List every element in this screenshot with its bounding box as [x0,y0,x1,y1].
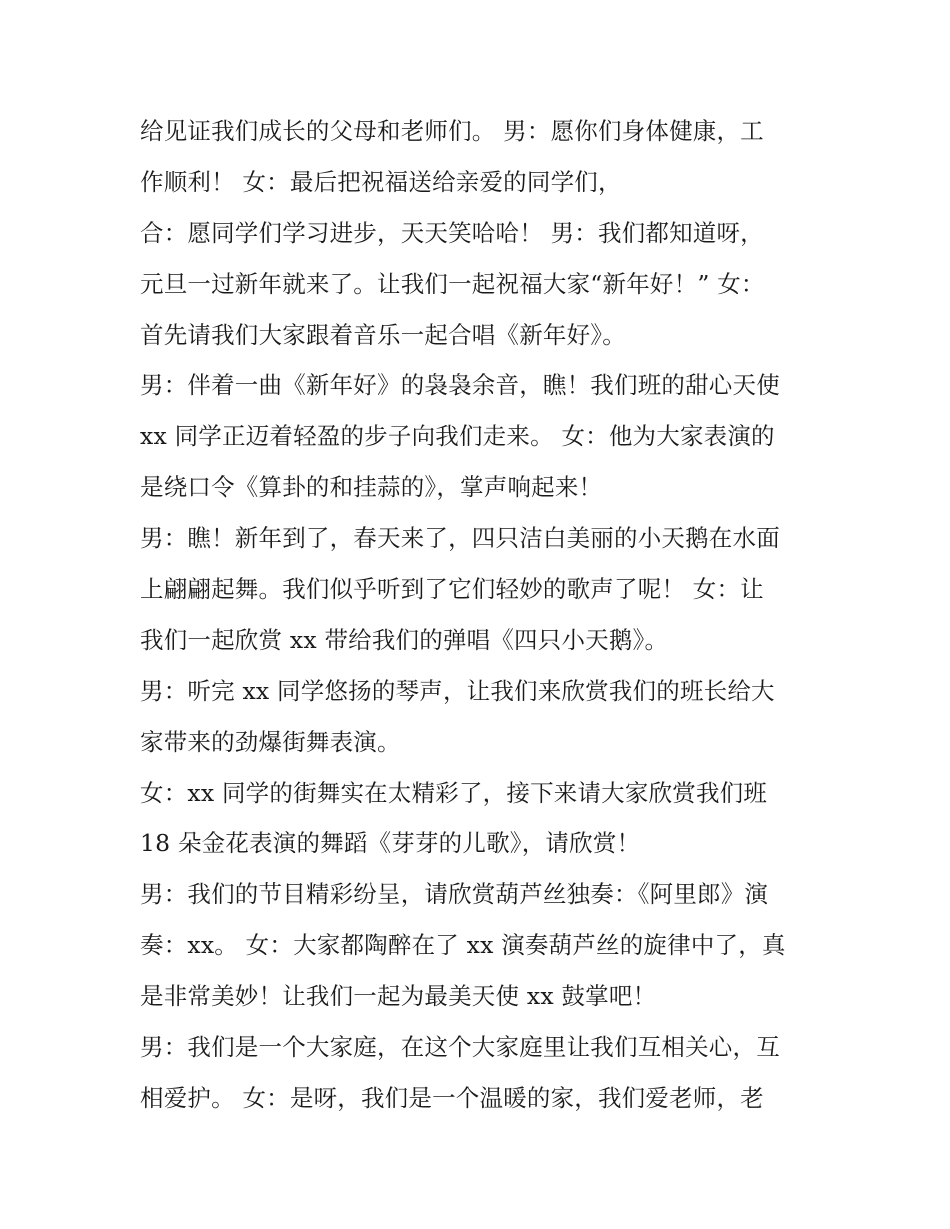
text-line: 男：我们是一个大家庭，在这个大家庭里让我们互相关心，互 [140,1033,780,1062]
text-line: 元旦一过新年就来了。让我们一起祝福大家“新年好！” 女： [140,269,765,298]
text-line: 男：我们的节目精彩纷呈，请欣赏葫芦丝独奏：《阿里郎》演 [140,880,769,909]
text-line: 奏：xx。 女：大家都陶醉在了 xx 演奏葫芦丝的旋律中了，真 [140,931,786,960]
text-line: 男：听完 xx 同学悠扬的琴声，让我们来欣赏我们的班长给大 [140,676,775,705]
text-line: xx 同学正迈着轻盈的步子向我们走来。 女：他为大家表演的 [140,422,775,451]
text-line: 相爱护。 女：是呀，我们是一个温暖的家，我们爱老师，老 [140,1083,764,1112]
text-line: 给见证我们成长的父母和老师们。 男：愿你们身体健康，工 [140,117,764,145]
document-body [140,106,820,1124]
text-line: 是非常美妙！让我们一起为最美天使 xx 鼓掌吧！ [140,982,657,1011]
text-line: 家带来的劲爆街舞表演。 [140,727,401,756]
text-line: 合：愿同学们学习进步，天天笑哈哈！ 男：我们都知道呀， [140,218,764,247]
text-line: 男：瞧！新年到了，春天来了，四只洁白美丽的小天鹅在水面 [140,524,780,553]
text-line: 女：xx 同学的街舞实在太精彩了，接下来请大家欣赏我们班 [140,778,768,807]
text-line: 我们一起欣赏 xx 带给我们的弹唱《四只小天鹅》。 [140,625,669,654]
text-line: 男：伴着一曲《新年好》的袅袅余音，瞧！我们班的甜心天使 [140,371,780,400]
text-line: 首先请我们大家跟着音乐一起合唱《新年好》。 [140,320,626,349]
text-line: 是绕口令《算卦的和挂蒜的》，掌声响起来！ [140,473,603,502]
text-line: 上翩翩起舞。我们似乎听到了它们轻妙的歌声了呢！ 女：让 [140,575,764,604]
text-line: 作顺利！ 女：最后把祝福送给亲爱的同学们， [140,167,622,196]
text-line: 18 朵金花表演的舞蹈《芽芽的儿歌》，请欣赏！ [140,829,641,858]
